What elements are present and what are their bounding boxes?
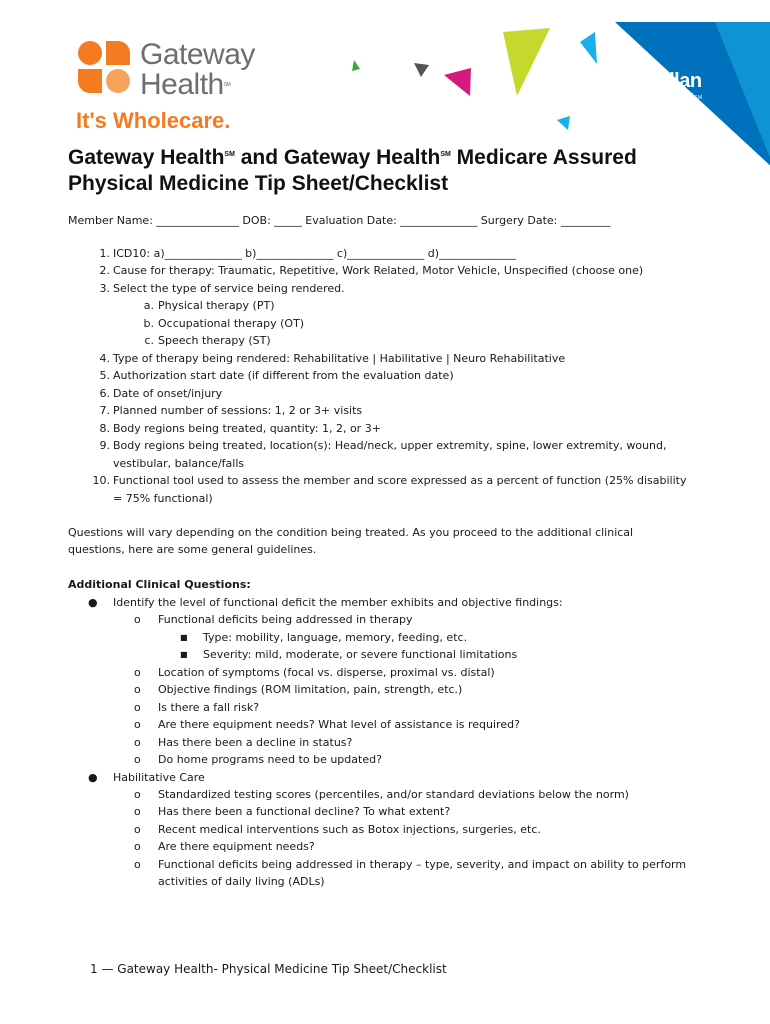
bullet-circle-icon: o — [134, 666, 141, 679]
questions-intro-line-2: questions, here are some general guidelines. — [68, 543, 317, 556]
bullet-disc-icon: ● — [88, 596, 98, 609]
bullet-circle-icon: o — [134, 823, 141, 836]
bullet-circle-icon: o — [134, 701, 141, 714]
bullet-circle-icon: o — [134, 736, 141, 749]
bullet-disc-icon: ● — [88, 771, 98, 784]
member-info-line: Member Name: _______________ DOB: _____ Evaluation Date: ______________ Surgery Date: _________ — [68, 214, 611, 227]
logo-word-health: Health℠ — [140, 68, 231, 101]
tagline: It's Wholecare. — [76, 108, 231, 133]
bullet-circle-icon: o — [134, 840, 141, 853]
bullet-square-icon: ■ — [180, 650, 188, 659]
partner-logo-sub: HEALTHCARESM — [636, 92, 703, 101]
page-title: Gateway Health℠ and Gateway Health℠ Medicare Assured Physical Medicine Tip Sheet/Checklist — [68, 146, 637, 195]
logo-word-gateway: Gateway — [140, 38, 255, 71]
questions-intro-line-1: Questions will vary depending on the condition being treated. As you proceed to the additional clinical — [68, 526, 634, 539]
page-footer: 1 — Gateway Health- Physical Medicine Tip Sheet/Checklist — [90, 962, 447, 976]
bullet-circle-icon: o — [134, 613, 141, 626]
bullet-square-icon: ■ — [180, 633, 188, 642]
bullet-circle-icon: o — [134, 718, 141, 731]
gateway-logo-mark-icon — [76, 40, 132, 96]
bullet-circle-icon: o — [134, 858, 141, 871]
partner-logo-name: Magellan — [620, 70, 702, 92]
bullet-circle-icon: o — [134, 683, 141, 696]
bullet-circle-icon: o — [134, 805, 141, 818]
bullet-circle-icon: o — [134, 788, 141, 801]
additional-questions-heading: Additional Clinical Questions: — [68, 578, 251, 591]
bullet-circle-icon: o — [134, 753, 141, 766]
